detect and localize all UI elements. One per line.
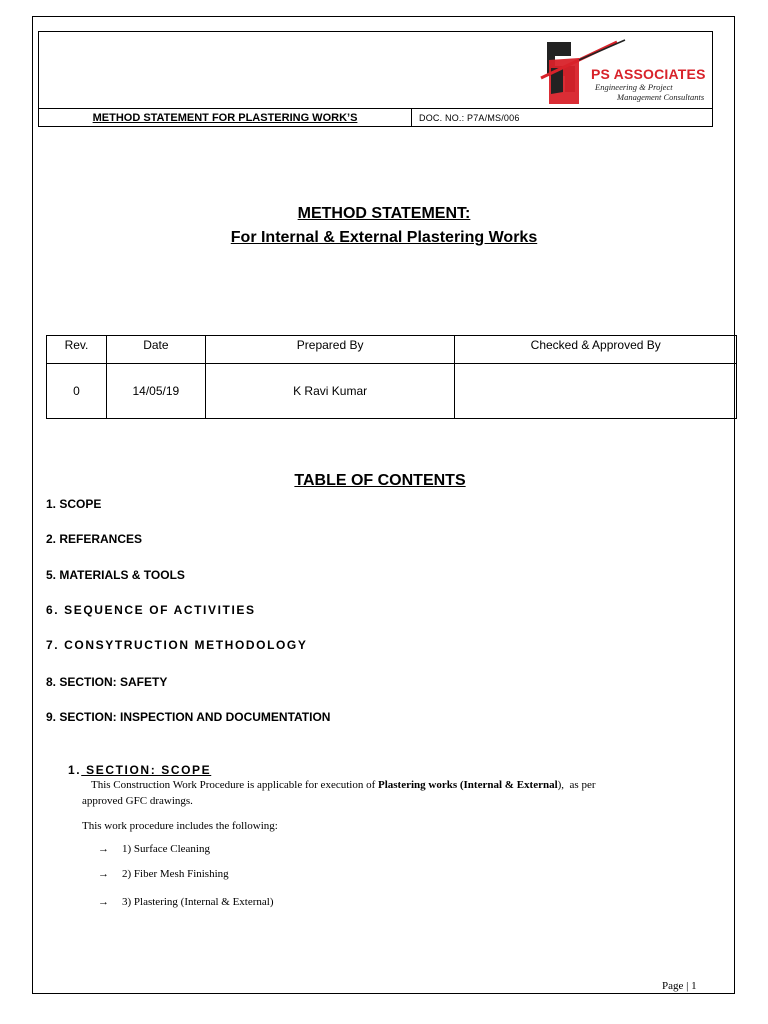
logo-company-name: PS ASSOCIATES: [591, 66, 706, 82]
cell-rev: 0: [47, 364, 107, 419]
cell-date: 14/05/19: [106, 364, 205, 419]
toc-title: TABLE OF CONTENTS: [294, 472, 466, 489]
list-item: [98, 896, 274, 908]
title-line-1: METHOD STATEMENT:: [297, 205, 471, 222]
toc-item-scope[interactable]: 1. SCOPE: [46, 497, 102, 511]
column-header-checked-approved-by: Checked & Approved By: [455, 336, 737, 364]
column-header-prepared-by: Prepared By: [205, 336, 455, 364]
column-header-rev: Rev.: [47, 336, 107, 364]
scope-intro: This work procedure includes the following:: [82, 820, 278, 832]
list-item-text: 3) Plastering (Internal & External): [122, 896, 274, 908]
document-header: [38, 31, 713, 127]
revision-table: [46, 335, 737, 419]
scope-para-end: ), as per: [557, 779, 596, 791]
list-item: [98, 843, 210, 855]
page-number: Page | 1: [662, 980, 697, 992]
scope-para-text: This Construction Work Procedure is applicable for execution of: [91, 779, 378, 791]
header-title: METHOD STATEMENT FOR PLASTERING WORK’S: [92, 112, 358, 124]
table-row: [47, 364, 737, 419]
section-scope-heading: [68, 763, 211, 777]
logo-text: [591, 66, 706, 102]
toc-item-safety[interactable]: 8. SECTION: SAFETY: [46, 675, 168, 689]
logo-tagline-1: Engineering & Project: [595, 82, 673, 92]
toc-item-materials-tools[interactable]: 5. MATERIALS & TOOLS: [46, 568, 185, 582]
document-number: DOC. NO.: P7A/MS/006: [419, 113, 520, 123]
toc-item-sequence-of-activities[interactable]: 6. SEQUENCE OF ACTIVITIES: [46, 603, 256, 617]
list-item: [98, 868, 229, 880]
cell-prepared-by: K Ravi Kumar: [205, 364, 455, 419]
toc-item-construction-methodology[interactable]: 7. CONSYTRUCTION METHODOLOGY: [46, 638, 308, 652]
list-item-text: 1) Surface Cleaning: [122, 843, 210, 855]
section-heading-text: SECTION: SCOPE: [81, 763, 212, 777]
title-line-2: For Internal & External Plastering Works: [230, 229, 538, 246]
logo-tagline-2: Management Consultants: [617, 92, 705, 102]
column-header-date: Date: [106, 336, 205, 364]
cell-checked-approved-by: [455, 364, 737, 419]
table-header-row: [47, 336, 737, 364]
section-number: 1.: [68, 763, 82, 777]
arrow-right-icon: →: [98, 896, 109, 908]
toc-item-references[interactable]: 2. REFERANCES: [46, 532, 143, 546]
toc-item-inspection-documentation[interactable]: 9. SECTION: INSPECTION AND DOCUMENTATION: [46, 710, 331, 724]
header-column-divider: [411, 108, 412, 126]
scope-para-bold: Plastering works (Internal & External: [377, 779, 558, 791]
scope-paragraph-line-2: approved GFC drawings.: [82, 795, 193, 807]
arrow-right-icon: →: [98, 843, 109, 855]
scope-paragraph: [91, 779, 596, 791]
list-item-text: 2) Fiber Mesh Finishing: [122, 868, 229, 880]
document-title: [0, 202, 768, 250]
arrow-right-icon: →: [98, 868, 109, 880]
